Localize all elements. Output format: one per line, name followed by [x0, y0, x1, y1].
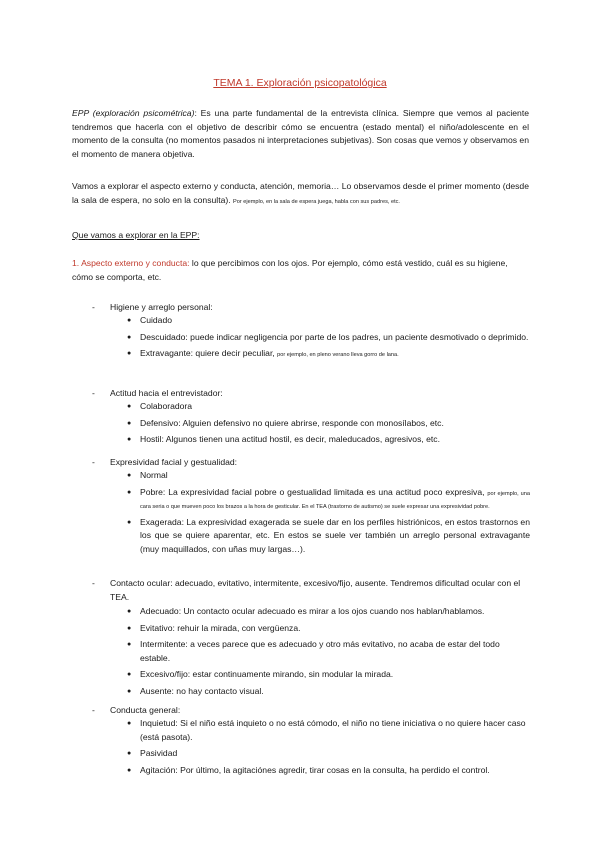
list-item: [127, 668, 530, 682]
bullet-list: [127, 469, 530, 559]
dash-marker: -: [92, 388, 95, 398]
section-title: Actitud hacia el entrevistador:: [110, 388, 223, 398]
list-item-text: Descuidado: puede indicar negligencia por parte de los padres, un paciente desmotivado o deprimido.: [140, 331, 529, 342]
dash-marker: -: [92, 457, 95, 467]
list-item-text: Colaboradora: [140, 401, 193, 411]
intro-text: : Es una parte fundamental de la entrevista clínica. Siempre que vemos al paciente tendremos que hacerla con el objetivo de describir cómo se encuentra (estado mental) el niño/adolescente en el momento de la consulta (no momentos pasados ni interpretaciones subjetivas). Son cosas que vemos y observamos en el momento de manera objetiva.: [72, 108, 529, 159]
list-item-text: Pobre: La expresividad facial pobre o gestualidad limitada es una actitud poco expresiva,: [140, 486, 488, 497]
bullet-list: [127, 717, 530, 780]
list-item-text: Evitativo: rehuir la mirada, con vergüenza.: [140, 622, 301, 633]
list-item-note: por ejemplo, en pleno verano lleva gorro de lana.: [277, 352, 399, 358]
second-paragraph: [72, 180, 529, 207]
page-title: TEMA 1. Exploración psicopatológica: [213, 77, 387, 89]
list-item-text: Normal: [140, 470, 168, 480]
list-item: [127, 717, 530, 744]
second-paragraph-note: Por ejemplo, en la sala de espera juega, habla con sus padres, etc.: [233, 198, 400, 205]
section-title: Expresividad facial y gestualidad:: [110, 457, 238, 467]
list-item: [127, 314, 530, 328]
intro-paragraph: [72, 107, 529, 161]
list-item-text: Intermitente: a veces parece que es adecuado y otro más evitativo, no acaba de estar del todo estable.: [140, 639, 500, 663]
explore-heading: Que vamos a explorar en la EPP:: [72, 230, 200, 240]
section-title: Conducta general:: [110, 705, 181, 715]
list-item: [127, 400, 530, 414]
list-item-note: por ejemplo, una cara seria o que mueven poco los brazos a la hora de gesticular. En el TEA (trastorno de autismo) se suele expresar una expresividad pobre.: [140, 490, 530, 510]
list-item: [127, 516, 530, 557]
list-item: [127, 469, 530, 483]
bullet-icon: ●: [127, 333, 132, 341]
list-item: [127, 685, 530, 699]
list-item-text: Excesivo/fijo: estar continuamente mirando, sin modular la mirada.: [140, 669, 394, 679]
bullet-icon: ●: [127, 403, 132, 410]
bullet-icon: ●: [127, 317, 132, 324]
list-item: [127, 622, 530, 636]
section-title: Higiene y arreglo personal:: [110, 302, 213, 312]
bullet-icon: ●: [127, 766, 132, 774]
list-item: [127, 433, 530, 447]
bullet-icon: ●: [127, 488, 132, 496]
bullet-icon: ●: [127, 720, 132, 727]
list-item-text: Inquietud: Si el niño está inquieto o no está cómodo, el niño no tiene iniciativa o no quiere hacer caso (está pasota).: [140, 718, 526, 742]
list-item-text: Ausente: no hay contacto visual.: [140, 685, 264, 696]
list-item: [127, 417, 530, 431]
bullet-icon: ●: [127, 624, 132, 632]
point-1: [72, 257, 529, 284]
dash-marker: -: [92, 578, 95, 588]
list-item: [127, 747, 530, 761]
list-item-text: Cuidado: [140, 315, 173, 325]
section-title: Contacto ocular: adecuado, evitativo, intermitente, excesivo/fijo, ausente. Tendremos dificultad ocular con el TEA.: [110, 578, 521, 602]
list-item: [127, 486, 530, 513]
bullet-icon: ●: [127, 472, 132, 479]
bullet-icon: ●: [127, 419, 132, 427]
bullet-icon: ●: [127, 350, 132, 357]
bullet-icon: ●: [127, 750, 132, 757]
bullet-list: [127, 314, 530, 364]
list-item-text: Exagerada: La expresividad exagerada se suele dar en los perfiles histriónicos, en estos trastornos en los que se quiere aparentar, etc. En estos se suele ver también un arreglo personal extravagante (muy maquillados, con uñas muy largas…).: [140, 516, 530, 554]
list-item: [127, 605, 530, 619]
list-item-text: Agitación: Por último, la agitaciónes agredir, tirar cosas en la consulta, ha perdido el control.: [140, 764, 490, 775]
list-item: [127, 764, 530, 778]
list-item: [127, 638, 530, 665]
dash-marker: -: [92, 302, 95, 312]
list-item-text: Hostil: Algunos tienen una actitud hostil, es decir, maleducados, agresivos, etc.: [140, 434, 440, 444]
second-paragraph-text: Vamos a explorar el aspecto externo y conducta, atención, memoria… Lo observamos desde el primer momento (desde la sala de espera, no solo en la consulta).: [72, 181, 529, 205]
bullet-icon: ●: [127, 671, 132, 678]
point-1-text: lo que percibimos con los ojos. Por ejemplo, cómo está vestido, cuál es su higiene, cómo se comporta, etc.: [72, 258, 508, 282]
bullet-icon: ●: [127, 608, 132, 615]
list-item-text: Adecuado: Un contacto ocular adecuado es mirar a los ojos cuando nos hablan/hablamos.: [140, 606, 485, 616]
intro-term: EPP (exploración psicométrica): [72, 108, 195, 118]
list-item-text: Pasividad: [140, 748, 178, 758]
list-item: [127, 347, 530, 361]
point-1-heading: 1. Aspecto externo y conducta:: [72, 258, 190, 268]
dash-marker: -: [92, 705, 95, 715]
list-item-text: Defensivo: Alguien defensivo no quiere abrirse, responde con monosílabos, etc.: [140, 417, 444, 428]
bullet-icon: ●: [127, 641, 132, 648]
list-item-text: Extravagante: quiere decir peculiar,: [140, 348, 278, 358]
bullet-icon: ●: [127, 687, 132, 695]
bullet-icon: ●: [127, 518, 132, 526]
bullet-icon: ●: [127, 436, 132, 443]
list-item: [127, 331, 530, 345]
bullet-list: [127, 400, 530, 450]
bullet-list: [127, 605, 530, 701]
